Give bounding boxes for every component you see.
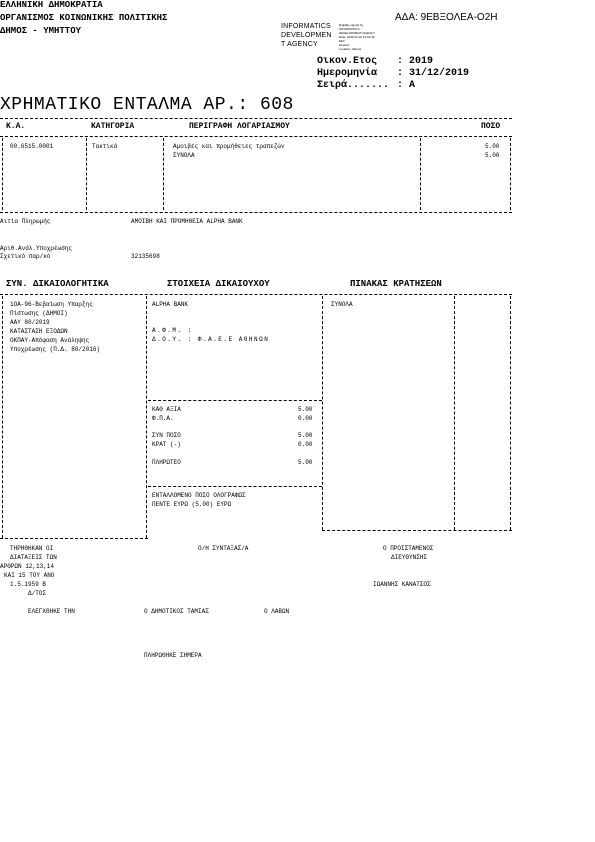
divider bbox=[0, 136, 512, 137]
observed-line: ΔΙΑΤΑΞΕΙΣ ΤΩΝ bbox=[10, 554, 57, 561]
relevant-value: 32135698 bbox=[131, 253, 160, 260]
deductions-total-label: ΣΥΝΟΛΑ bbox=[331, 301, 353, 308]
ada-code: ΑΔΑ: 9ΕΒΞΟΛΕΑ-Ο2Η bbox=[395, 12, 498, 23]
signature-line: Reason: bbox=[339, 43, 351, 47]
column-rule bbox=[2, 296, 3, 538]
column-rule bbox=[454, 296, 455, 530]
deductions-value: 0.00 bbox=[298, 441, 313, 448]
col-header-amount: ΠΟΣΟ bbox=[481, 122, 501, 131]
col-header-ka: Κ.Α. bbox=[6, 122, 26, 131]
row-category: Τακτικά bbox=[92, 143, 118, 150]
divider bbox=[0, 538, 148, 539]
gross-label: ΚΑΘ ΑΞΙΑ bbox=[152, 406, 181, 413]
beneficiary-afm: Α.Φ.Μ. : bbox=[152, 327, 193, 334]
divider bbox=[0, 212, 512, 213]
beneficiary-name: ALPHA BANK bbox=[152, 301, 189, 308]
column-rule bbox=[510, 138, 511, 210]
vat-value: 0.00 bbox=[298, 415, 313, 422]
series-label: Σειρά....... bbox=[317, 80, 390, 91]
signature-line: EET bbox=[339, 39, 345, 43]
date-value: : 31/12/2019 bbox=[397, 68, 470, 79]
observed-line: ΤΗΡΗΘΗΚΑΝ ΟΙ bbox=[10, 545, 54, 552]
treasurer-label: Ο ΔΗΜΟΤΙΚΟΣ ΤΑΜΙΑΣ bbox=[144, 608, 209, 615]
signature-line: DEVELOPMENT AGENCY bbox=[339, 31, 375, 35]
header-deductions: ΠΙΝΑΚΑΣ ΚΡΑΤΗΣΕΩΝ bbox=[350, 279, 442, 289]
document-item: Υποχρέωσης (Π.Δ. 80/2016) bbox=[10, 346, 101, 353]
vat-label: Φ.Π.Α. bbox=[152, 415, 174, 422]
header-documents: ΣΥΝ. ΔΙΚΑΙΟΛΟΓΗΤΙΚΑ bbox=[6, 279, 109, 289]
payable-value: 5.00 bbox=[298, 459, 313, 466]
column-rule bbox=[163, 138, 164, 210]
observed-line: 1.5.1959 Β bbox=[10, 581, 47, 588]
row-amount: 5.00 bbox=[485, 143, 500, 150]
deductions-label: ΚΡΑΤ (-) bbox=[152, 441, 181, 448]
document-item: ΚΑΤΑΣΤΑΣΗ ΕΞΟΔΩΝ bbox=[10, 328, 68, 335]
signature-line: Digitally signed by bbox=[339, 23, 364, 27]
column-rule bbox=[322, 296, 323, 530]
amount-in-words-label: ΕΝΤΑΛΛΟΜΕΝΟ ΠΟΣΟ ΟΛΟΓΡΑΦΩΣ bbox=[152, 492, 246, 499]
sum-value: 5.00 bbox=[298, 432, 313, 439]
total-label: ΣΥΝΟΛΑ bbox=[173, 152, 195, 159]
gross-value: 5.00 bbox=[298, 406, 313, 413]
municipality-name: ΔΗΜΟΣ - ΥΜΗΤΤΟΥ bbox=[0, 26, 82, 36]
header-beneficiary: ΣΤΟΙΧΕΙΑ ΔΙΚΑΙΟΥΧΟΥ bbox=[167, 279, 270, 289]
col-header-category: ΚΑΤΗΓΟΡΙΑ bbox=[91, 122, 135, 131]
commitment-label: Αριθ.Ανάλ.Υποχρέωσης bbox=[0, 245, 73, 252]
col-header-description: ΠΕΡΙΓΡΑΦΗ ΛΟΓΑΡΙΑΣΜΟΥ bbox=[189, 122, 290, 131]
column-rule bbox=[2, 138, 3, 210]
checked-label: ΕΛΕΓΧΘΗΚΕ ΤΗΝ bbox=[28, 608, 75, 615]
signature-line: Location: Athens bbox=[339, 47, 362, 51]
paid-label: ΠΛΗΡΩΘΗΚΕ ΣΗΜΕΡΑ bbox=[144, 652, 202, 659]
stamp-line: INFORMATICS bbox=[281, 23, 331, 30]
observed-line: Δ/ΤΟΣ bbox=[28, 590, 47, 597]
receiver-label: Ο ΛΑΒΩΝ bbox=[264, 608, 290, 615]
document-item: ΑΑΥ 80/2019 bbox=[10, 319, 50, 326]
divider bbox=[0, 294, 512, 295]
total-amount: 5.00 bbox=[485, 152, 500, 159]
column-rule bbox=[510, 296, 511, 530]
amount-in-words-value: ΠΕΝΤΕ ΕΥΡΩ (5.00) ΕΥΡΩ bbox=[152, 501, 232, 508]
signature-line: Date: 2020.01.09 13:02:15 bbox=[339, 35, 375, 39]
signature-details bbox=[339, 23, 375, 51]
divider bbox=[148, 486, 322, 487]
date-label: Ημερομηνία bbox=[317, 68, 378, 79]
document-item: 1ΟΑ-96-Βεβαίωση Υπαρξης bbox=[10, 301, 93, 308]
beneficiary-doy: Δ.Ο.Υ. : Φ.Α.Ε.Ε ΑΘΗΝΩΝ bbox=[152, 336, 270, 343]
signature-stamp bbox=[281, 22, 332, 49]
relevant-label: Σχετικό παρ/κό bbox=[0, 253, 51, 260]
divider bbox=[0, 118, 512, 119]
column-rule bbox=[146, 296, 147, 538]
observed-line: ΑΡΘΡΩΝ 12,13,14 bbox=[0, 563, 55, 570]
document-item: Πίστωσης (ΔΗΜΟΙ) bbox=[10, 310, 68, 317]
observed-line: ΚΑΙ 15 ΤΟΥ ΑΝΟ bbox=[4, 572, 55, 579]
head-label-2: ΔΙΕΥΘΥΝΣΗΣ bbox=[391, 554, 428, 561]
divider bbox=[148, 400, 322, 401]
column-rule bbox=[420, 138, 421, 210]
payable-label: ΠΛΗΡΩΤΕΟ bbox=[152, 459, 181, 466]
fiscal-year-label: Οικον.Ετος bbox=[317, 56, 378, 67]
fiscal-year-value: : 2019 bbox=[397, 56, 434, 67]
cause-label: Αιτία Πληρωμής bbox=[0, 218, 51, 225]
cause-value: ΑΜΟΙΒΗ ΚΑΙ ΠΡΟΜΗΘΕΙΑ ALPHA BANK bbox=[131, 218, 243, 225]
series-value: : Α bbox=[397, 80, 416, 91]
document-item: ΟΚΠΑΥ-Απόφαση Ανάληψης bbox=[10, 337, 90, 344]
head-name: ΙΩΑΝΝΗΣ ΚΑΝΑΤΣΟΣ bbox=[373, 581, 431, 588]
head-label: Ο ΠΡΟΙΣΤΑΜΕΝΟΣ bbox=[383, 545, 434, 552]
stamp-line: T AGENCY bbox=[281, 41, 318, 48]
column-rule bbox=[86, 138, 87, 210]
sum-label: ΣΥΝ ΠΟΣΟ bbox=[152, 432, 181, 439]
row-ka: 00.6515.0001 bbox=[10, 143, 54, 150]
composer-label: Ο/Η ΣΥΝΤΑΞΑΣ/Α bbox=[198, 545, 249, 552]
divider bbox=[322, 530, 512, 531]
signature-line: INFORMATICS bbox=[339, 27, 360, 31]
organization-name: ΟΡΓΑΝΙΣΜΟΣ ΚΟΙΝΩΝΙΚΗΣ ΠΟΛΙΤΙΚΗΣ bbox=[0, 13, 168, 23]
row-description: Αμοιβές και προμήθειες τραπεζών bbox=[173, 143, 285, 150]
country-name: ΕΛΛΗΝΙΚΗ ΔΗΜΟΚΡΑΤΙΑ bbox=[0, 0, 103, 10]
stamp-line: DEVELOPMEN bbox=[281, 32, 332, 39]
page-title: ΧΡΗΜΑΤΙΚΟ ΕΝΤΑΛΜΑ ΑΡ.: 608 bbox=[0, 95, 294, 115]
